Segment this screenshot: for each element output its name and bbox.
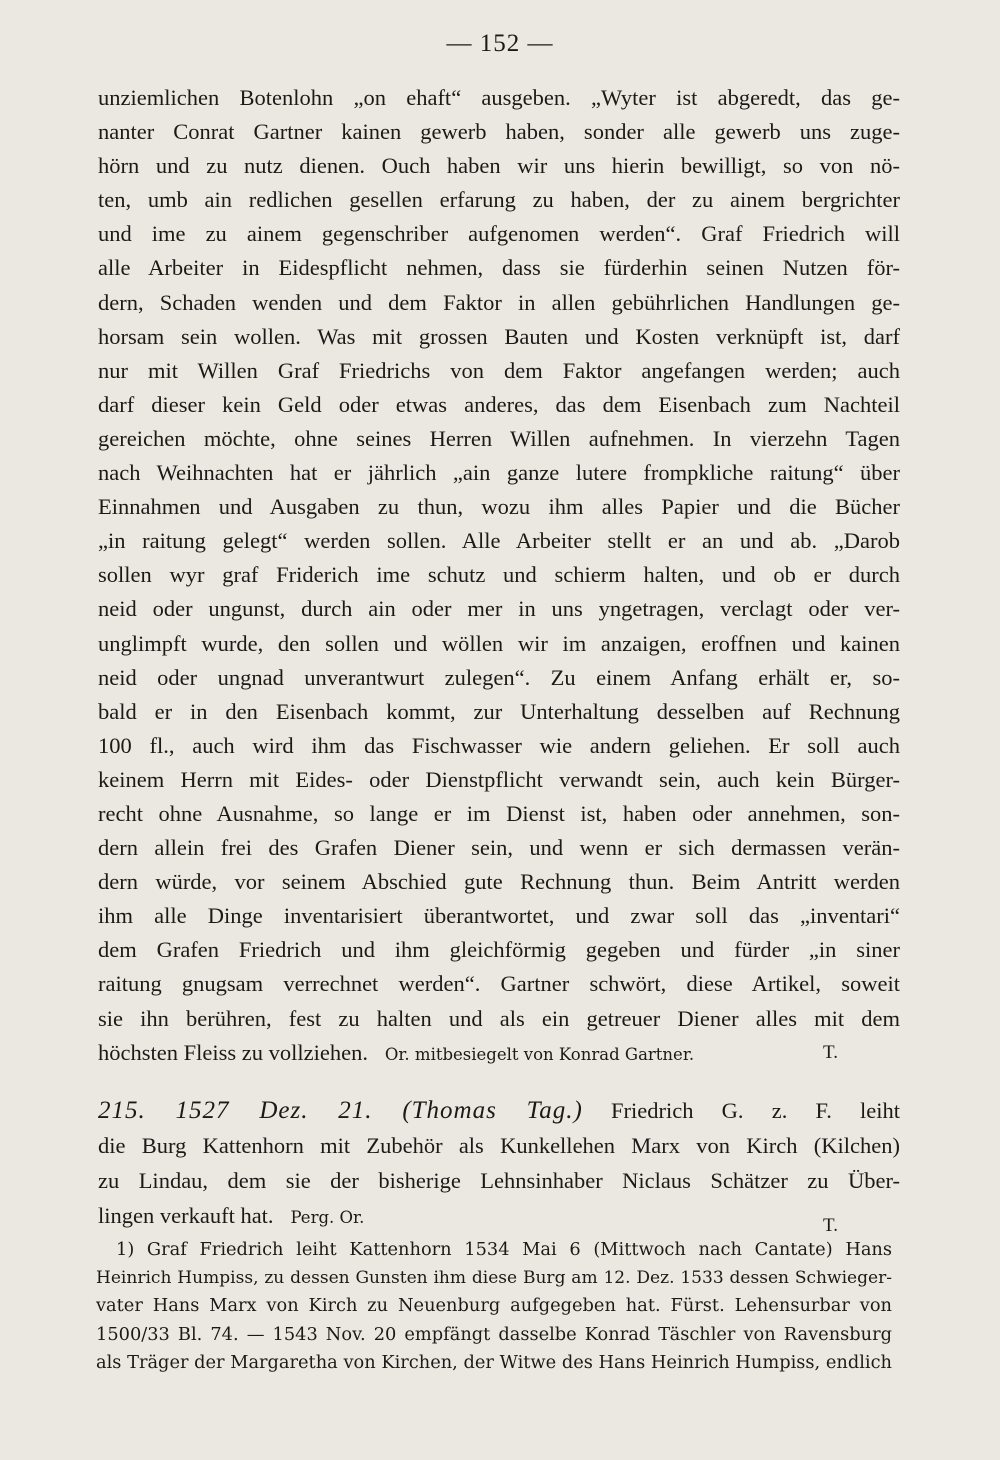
footnote — [96, 1236, 892, 1377]
text-line: raitung gnugsam verrechnet werden“. Gartner schwört, diese Artikel, soweit — [98, 971, 900, 997]
entry-source-note: Perg. Or. — [290, 1208, 365, 1227]
text-line: horsam sein wollen. Was mit grossen Bauten und Kosten verknüpft ist, darf — [98, 323, 900, 349]
entry-closing-text: lingen verkauft hat. — [98, 1203, 274, 1228]
text-line-last — [98, 1036, 900, 1070]
text-line: gereichen möchte, ohne seines Herren Willen aufnehmen. In vierzehn Tagen — [98, 425, 900, 451]
regest-entry — [98, 1093, 901, 1236]
text-line: alle Arbeiter in Eidespflicht nehmen, dass sie fürderhin seinen Nutzen för- — [98, 255, 900, 281]
text-line: nach Weihnachten hat er jährlich „ain ganze lutere frompkliche raitung“ über — [98, 460, 900, 486]
source-note: Or. mitbesiegelt von Konrad Gartner. — [384, 1044, 695, 1064]
text-line: unglimpft wurde, den sollen und wöllen wir im anzaigen, eroffnen und kainen — [98, 630, 900, 656]
text-line: sollen wyr graf Friderich ime schutz und schierm halten, und ob er durch — [98, 562, 900, 588]
footnote-line: Heinrich Humpiss, zu dessen Gunsten ihm diese Burg am 12. Dez. 1533 dessen Schwieger- — [96, 1268, 892, 1289]
text-line: Einnahmen und Ausgaben zu thun, wozu ihm alles Papier und die Bücher — [98, 494, 900, 520]
text-line: sie ihn berühren, fest zu halten und als ein getreuer Diener alles mit dem — [98, 1005, 900, 1031]
entry-first-line — [98, 1093, 900, 1128]
text-line: nanter Conrat Gartner kainen gewerb haben, sonder alle gewerb uns zuge- — [98, 119, 900, 145]
entry-line: zu Lindau, dem sie der bisherige Lehnsinhaber Niclaus Schätzer zu Über- — [98, 1168, 900, 1193]
text-line: „in raitung gelegt“ werden sollen. Alle Arbeiter stellt er an und ab. „Darob — [98, 528, 900, 554]
text-line: dern allein frei des Grafen Diener sein, und wenn er sich dermassen verän- — [98, 835, 900, 861]
entry-last-line — [98, 1198, 900, 1236]
text-line: darf dieser kein Geld oder etwas anderes, das dem Eisenbach zum Nachteil — [98, 391, 900, 417]
text-line: dern, Schaden wenden und dem Faktor in allen gebührlichen Handlungen ge- — [98, 289, 900, 315]
text-line: keinem Herrn mit Eides- oder Dienstpflicht verwandt sein, auch kein Bürger- — [98, 766, 900, 792]
closing-text: höchsten Fleiss zu vollziehen. — [98, 1039, 368, 1065]
page-number: — 152 — — [446, 30, 554, 57]
text-line: recht ohne Ausnahme, so lange er im Dienst ist, haben oder annehmen, son- — [98, 800, 900, 826]
text-line: ihm alle Dinge inventarisiert überantwortet, und zwar soll das „inventari“ — [98, 903, 900, 929]
text-line: hörn und zu nutz dienen. Ouch haben wir uns hierin bewilligt, so von nö- — [98, 153, 900, 179]
text-line: bald er in den Eisenbach kommt, zur Unterhaltung desselben auf Rechnung — [98, 698, 900, 724]
main-text — [98, 81, 900, 1070]
text-line: neid oder ungnad unverantwurt zulegen“. Zu einem Anfang erhält er, so- — [98, 664, 900, 690]
text-line: nur mit Willen Graf Friedrichs von dem Faktor angefangen werden; auch — [98, 357, 900, 383]
entry-line: die Burg Kattenhorn mit Zubehör als Kunkellehen Marx von Kirch (Kilchen) — [98, 1133, 900, 1158]
entry-text: Friedrich G. z. F. leiht — [611, 1098, 901, 1123]
text-line: ten, umb ain redlichen gesellen erfarung zu haben, der zu ainem bergrichter — [98, 187, 900, 213]
footnote-line: 1) Graf Friedrich leiht Kattenhorn 1534 Mai 6 (Mittwoch nach Cantate) Hans — [116, 1239, 892, 1260]
text-line: neid oder ungunst, durch ain oder mer in uns yngetragen, verclagt oder ver- — [98, 596, 900, 622]
text-line: unziemlichen Botenlohn „on ehaft“ ausgeben. „Wyter ist abgeredt, das ge- — [98, 85, 900, 110]
text-line: und ime zu ainem gegenschriber aufgenomen werden“. Graf Friedrich will — [98, 221, 900, 247]
text-line: 100 fl., auch wird ihm das Fischwasser wie andern geliehen. Er soll auch — [98, 732, 900, 758]
footnote-line: als Träger der Margaretha von Kirchen, der Witwe des Hans Heinrich Humpiss, endlich — [96, 1351, 892, 1373]
entry-siglum: T. — [823, 1215, 838, 1236]
footnote-line: 1500/33 Bl. 74. — 1543 Nov. 20 empfängt dasselbe Konrad Täschler von Ravensburg — [96, 1323, 892, 1345]
text-line: dem Grafen Friedrich und ihm gleichförmig gegeben und fürder „in siner — [98, 937, 900, 963]
editor-siglum: T. — [823, 1041, 838, 1063]
entry-heading: 215. 1527 Dez. 21. (Thomas Tag.) — [98, 1097, 583, 1124]
footnote-line: vater Hans Marx von Kirch zu Neuenburg aufgegeben hat. Fürst. Lehensurbar von — [96, 1295, 892, 1317]
text-line: dern würde, vor seinem Abschied gute Rechnung thun. Beim Antritt werden — [98, 869, 900, 895]
